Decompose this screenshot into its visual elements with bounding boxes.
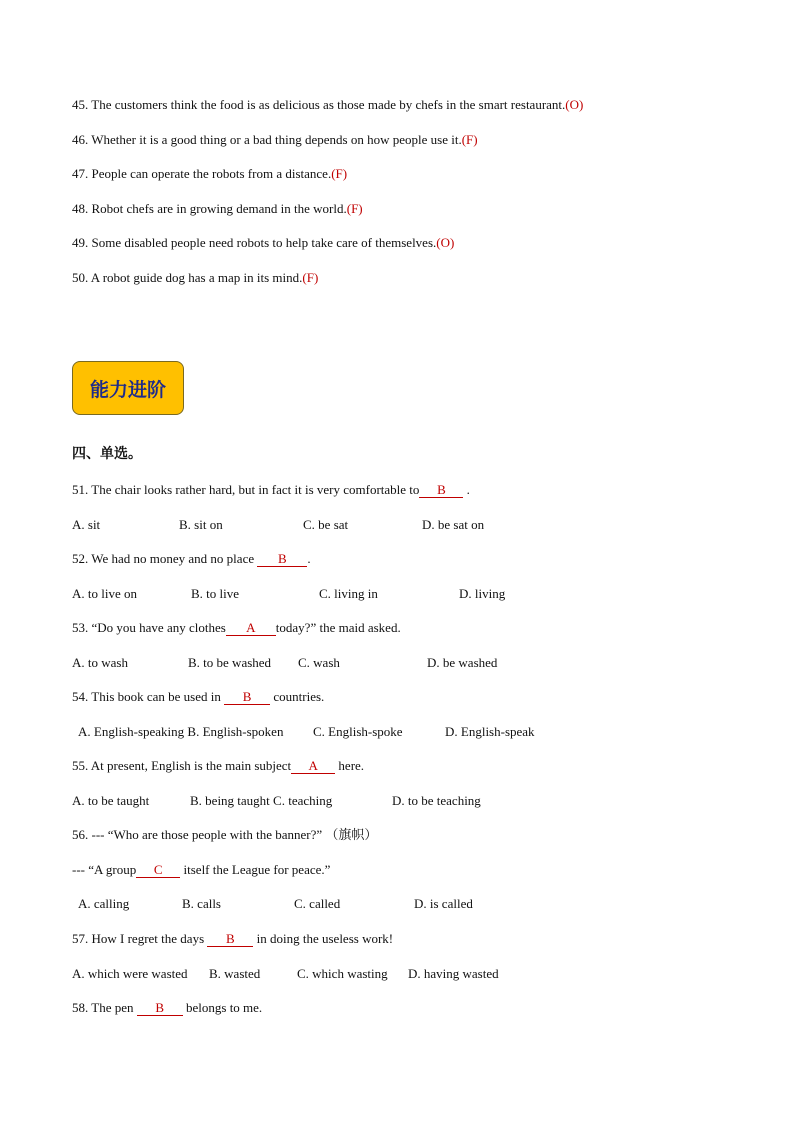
option: A. to wash [72, 655, 128, 670]
tf-answer: (F) [461, 132, 478, 147]
question-58: 58. The pen B belongs to me. [72, 1000, 263, 1015]
answer-blank: B [224, 690, 270, 705]
tf-item: 45. The customers think the food is as delicious as those made by chefs in the smart restaurant.(O) [72, 97, 584, 112]
option: B. being taught C. teaching [190, 793, 333, 808]
question-56-line2: --- “A group C itself the League for peace.” [72, 862, 331, 877]
tf-item: 46. Whether it is a good thing or a bad thing depends on how people use it.(F) [72, 132, 478, 147]
option: A. English-speaking B. English-spoken [78, 724, 284, 739]
option: D. is called [414, 896, 473, 911]
answer-blank: B [137, 1001, 183, 1016]
option: D. to be teaching [392, 793, 481, 808]
option: C. wash [298, 655, 340, 670]
option: C. which wasting [297, 966, 388, 981]
level-badge: 能力进阶 [72, 361, 184, 415]
question-52: 52. We had no money and no place B . [72, 551, 311, 566]
tf-answer: (O) [565, 97, 584, 112]
option: A. sit [72, 517, 101, 532]
tf-item: 47. People can operate the robots from a distance.(F) [72, 166, 348, 181]
option: C. be sat [303, 517, 349, 532]
option: B. calls [182, 896, 221, 911]
answer-blank: B [419, 483, 463, 498]
option: A. to be taught [72, 793, 150, 808]
question-53: 53. “Do you have any clothes A today?” the maid asked. [72, 620, 401, 635]
tf-item: 49. Some disabled people need robots to help take care of themselves.(O) [72, 235, 455, 250]
question-54: 54. This book can be used in B countries. [72, 689, 325, 704]
option: C. living in [319, 586, 378, 601]
answer-blank: B [207, 932, 253, 947]
tf-answer: (O) [436, 235, 455, 250]
option: B. wasted [209, 966, 261, 981]
tf-answer: (F) [302, 270, 319, 285]
option: D. be washed [427, 655, 498, 670]
tf-item: 48. Robot chefs are in growing demand in the world.(F) [72, 201, 363, 216]
answer-blank: C [136, 863, 180, 878]
option: A. calling [78, 896, 130, 911]
answer-blank: B [257, 552, 307, 567]
option: C. called [294, 896, 341, 911]
option: B. to live [191, 586, 240, 601]
option: B. sit on [179, 517, 223, 532]
option: D. living [459, 586, 506, 601]
option: A. which were wasted [72, 966, 188, 981]
answer-blank: A [226, 621, 276, 636]
option: D. English-speak [445, 724, 535, 739]
section-title: 四、单选。 [72, 446, 142, 462]
tf-answer: (F) [331, 166, 348, 181]
question-51: 51. The chair looks rather hard, but in fact it is very comfortable to B . [72, 482, 470, 497]
answer-blank: A [291, 759, 335, 774]
tf-item: 50. A robot guide dog has a map in its mind.(F) [72, 270, 319, 285]
option: A. to live on [72, 586, 137, 601]
option: C. English-spoke [313, 724, 403, 739]
question-57: 57. How I regret the days B in doing the useless work! [72, 931, 394, 946]
option: D. having wasted [408, 966, 499, 981]
option: B. to be washed [188, 655, 272, 670]
question-56: 56. --- “Who are those people with the banner?” （旗帜） [72, 827, 378, 842]
question-55: 55. At present, English is the main subject A here. [72, 758, 365, 773]
option: D. be sat on [422, 517, 485, 532]
tf-answer: (F) [346, 201, 363, 216]
